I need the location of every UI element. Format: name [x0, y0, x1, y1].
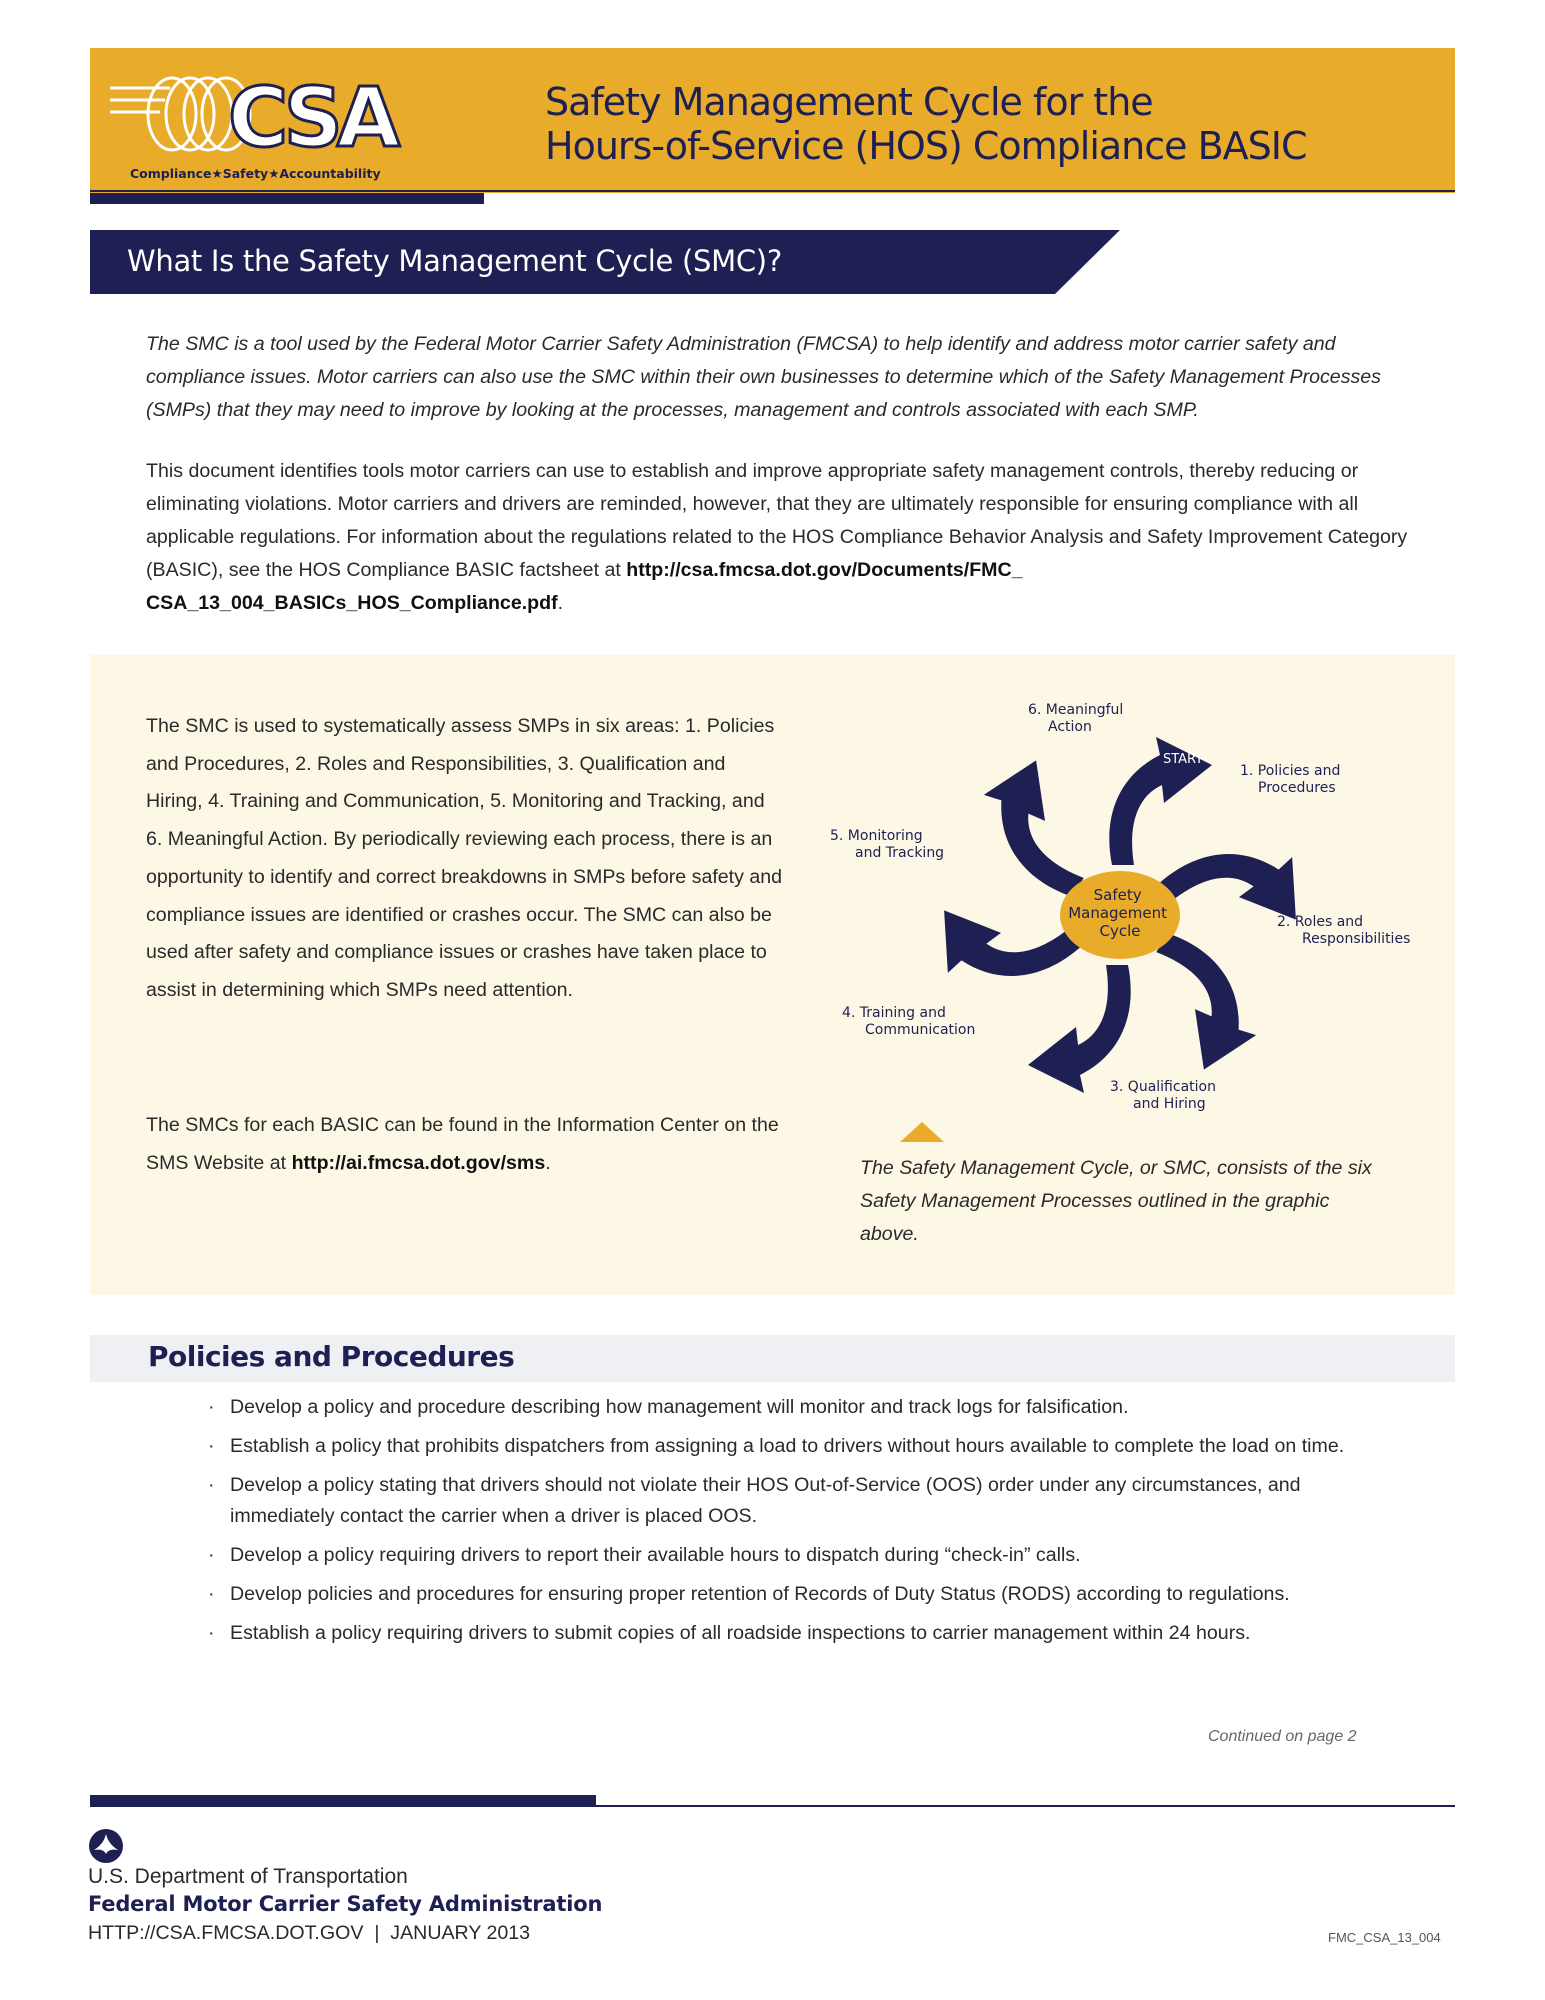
intro-paragraph [146, 455, 1416, 620]
sms-link[interactable]: http://ai.fmcsa.dot.gov/sms [291, 1151, 546, 1174]
footer-divider [90, 1805, 1455, 1807]
bullet-icon: · [208, 1583, 215, 1605]
document-code: FMC_CSA_13_004 [1328, 1930, 1441, 1945]
csa-logo [110, 66, 460, 186]
header-accent-bar [90, 193, 484, 204]
sms-info-text [146, 1107, 786, 1182]
list-item: · Establish a policy requiring drivers to submit copies of all roadside inspections to carrier management within 24 hours. [200, 1618, 1380, 1649]
intro-text: This document identifies tools motor carriers can use to establish and improve appropriate safety management controls, thereby reducing or eliminating violations. Motor carriers and drivers are reminded, however, that they are ultimately responsible for ensuring compliance with all applicable regulations. For information about the regulations related to the HOS Compliance Behavior Analysis and Safety Improvement Category (BASIC), see the HOS Compliance BASIC factsheet at [146, 460, 1408, 581]
arrow-training [1028, 965, 1131, 1093]
intro-paragraph-italic: The SMC is a tool used by the Federal Motor Carrier Safety Administration (FMCSA) to help identify and address motor carrier safety and compliance issues. Motor carriers can also use the SMC within their own businesses to determine which of the Safety Management Processes (SMPs) that they may need to improve by looking at the processes, management and controls associated with each SMP. [146, 333, 1381, 421]
title-line-1: Safety Management Cycle for the [545, 80, 1153, 124]
list-item: · Establish a policy that prohibits dispatchers from assigning a load to drivers without hours available to complete the load on time. [200, 1431, 1380, 1462]
diagram-caption: The Safety Management Cycle, or SMC, consists of the six Safety Management Processes outlined in the graphic above. [860, 1157, 1372, 1245]
logo-wordmark: CSA [228, 71, 395, 166]
list-item: · Develop a policy and procedure describing how management will monitor and track logs for falsification. [200, 1392, 1380, 1423]
list-item: · Develop policies and procedures for ensuring proper retention of Records of Duty Status (RODS) according to regulations. [200, 1579, 1380, 1610]
department-name: U.S. Department of Transportation [88, 1865, 408, 1888]
center-line-3: Cycle [1099, 922, 1141, 940]
sms-prefix: The SMCs for each BASIC can be found in the Information Center on the SMS Website at [146, 1114, 779, 1174]
bullet-icon: · [208, 1474, 215, 1496]
caption-pointer-icon [900, 1122, 944, 1142]
policies-heading: Policies and Procedures [148, 1340, 515, 1373]
list-item: · Develop a policy requiring drivers to report their available hours to dispatch during “check-in” calls. [200, 1540, 1380, 1571]
footer-date: JANUARY 2013 [390, 1922, 531, 1944]
step-2-label: 2. Roles and Responsibilities [1277, 914, 1411, 947]
dot-logo-icon [88, 1828, 124, 1864]
title-line-2: Hours-of-Service (HOS) Compliance BASIC [545, 124, 1307, 168]
page-title [545, 80, 1425, 168]
bullet-icon: · [208, 1544, 215, 1566]
smc-cycle-diagram [820, 690, 1440, 1130]
footer-url-line [88, 1922, 530, 1945]
step-4-label: 4. Training and Communication [842, 1005, 976, 1038]
policies-list [200, 1392, 1380, 1657]
start-label: START [1162, 752, 1204, 767]
sms-suffix: . [545, 1151, 551, 1174]
bullet-icon: · [208, 1435, 215, 1457]
bullet-icon: · [208, 1622, 215, 1644]
step-6-label: 6. Meaningful Action [1028, 702, 1124, 735]
center-line-2: Management [1068, 904, 1168, 922]
footer-url[interactable]: HTTP://CSA.FMCSA.DOT.GOV [88, 1922, 364, 1944]
footer-separator: | [374, 1922, 380, 1944]
factsheet-link[interactable]: http://csa.fmcsa.dot.gov/Documents/FMC_ CSA_13_004_BASICs_HOS_Compliance.pdf [146, 559, 1023, 614]
step-1-label: 1. Policies and Procedures [1240, 763, 1341, 796]
step-5-label: 5. Monitoring and Tracking [830, 828, 945, 861]
header-divider [90, 190, 1455, 192]
continued-note: Continued on page 2 [1208, 1728, 1357, 1745]
center-line-1: Safety [1093, 886, 1142, 904]
list-item: · Develop a policy stating that drivers should not violate their HOS Out-of-Service (OOS) order under any circumstances, and immediately contact the carrier when a driver is placed OOS. [200, 1470, 1380, 1532]
intro-end: . [557, 592, 564, 614]
section-heading: What Is the Safety Management Cycle (SMC)? [127, 244, 782, 278]
step-3-label: 3. Qualification and Hiring [1110, 1079, 1216, 1112]
logo-tagline: Compliance★Safety★Accountability [130, 166, 381, 181]
agency-name: Federal Motor Carrier Safety Administration [88, 1892, 603, 1916]
smc-overview-text: The SMC is used to systematically assess SMPs in six areas: 1. Policies and Procedures, 2. Roles and Responsibilities, 3. Qualification and Hiring, 4. Training and Communication, 5. Monitoring and Tracking, and 6. Meaningful Action. By periodically reviewing each process, there is an opportunity to identify and correct breakdowns in SMPs before safety and compliance issues are identified or crashes occur. The SMC can also be used after safety and compliance issues or crashes have taken place to assist in determining which SMPs need attention. [146, 715, 783, 1001]
bullet-icon: · [208, 1396, 215, 1418]
